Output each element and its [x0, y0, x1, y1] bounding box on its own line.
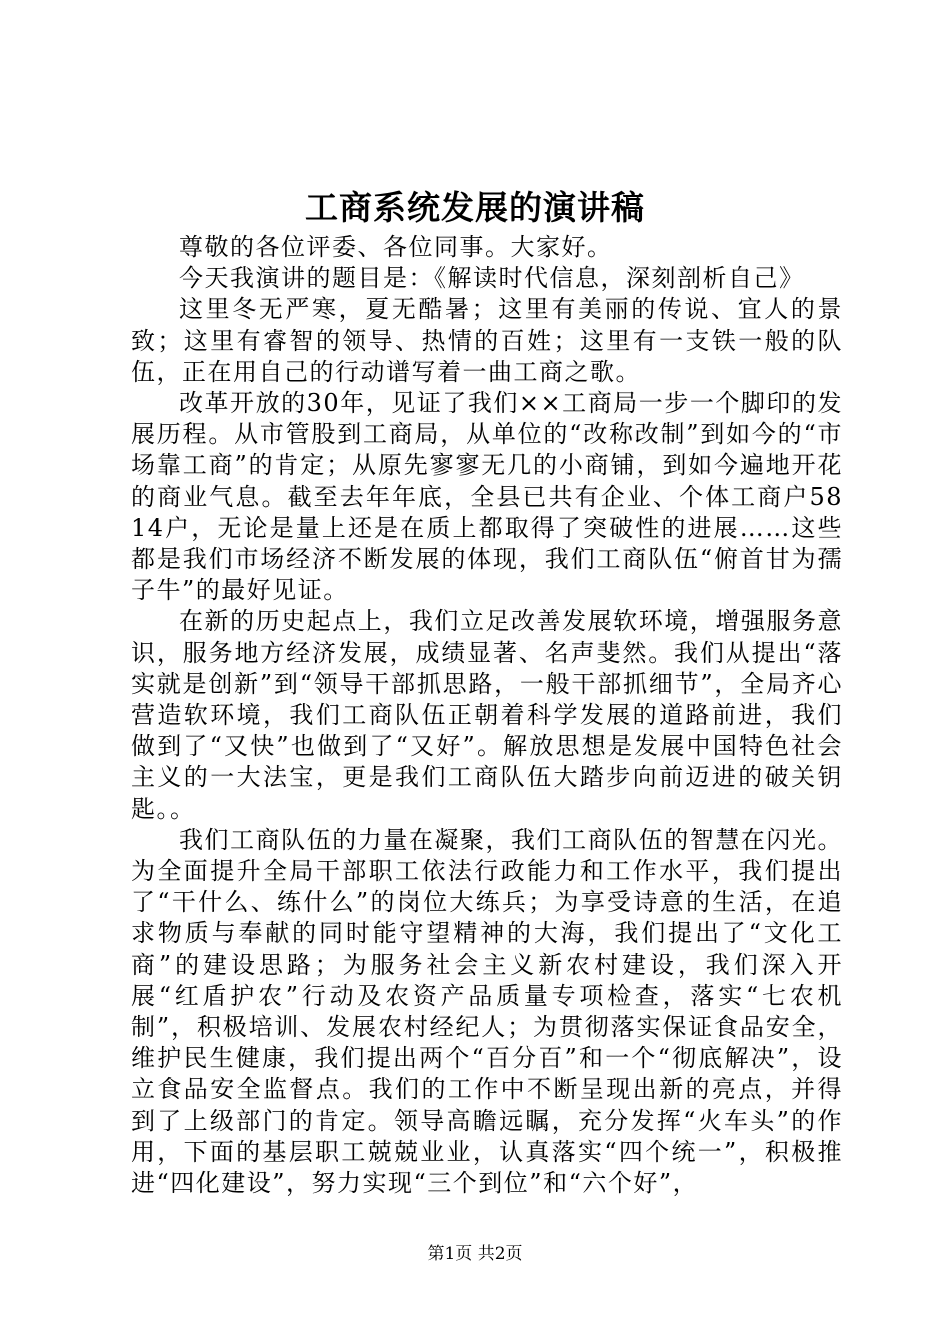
- paragraph-team-strength: 我们工商队伍的力量在凝聚，我们工商队伍的智慧在闪光。为全面提升全局干部职工依法行政能力和工作水平，我们提出了“干什么、练什么”的岗位大练兵；为享受诗意的生活，在追求物质与奉献的同时能守望精神的大海，我们提出了“文化工商”的建设思路；为服务社会主义新农村建设，我们深入开展“红盾护农”行动及农资产品质量专项检查，落实“七农机制”，积极培训、发展农村经纪人；为贯彻落实保证食品安全，维护民生健康，我们提出两个“百分百”和一个“彻底解决”，设立食品安全监督点。我们的工作中不断呈现出新的亮点，并得到了上级部门的肯定。领导高瞻远瞩，充分发挥“火车头”的作用，下面的基层职工兢兢业业，认真落实“四个统一”，积极推进“四化建设”，努力实现“三个到位”和“六个好”，: [131, 825, 843, 1198]
- paragraph-introduction: 这里冬无严寒，夏无酷暑；这里有美丽的传说、宜人的景致；这里有睿智的领导、热情的百姓；这里有一支铁一般的队伍，正在用自己的行动谱写着一曲工商之歌。: [131, 295, 843, 386]
- paragraph-topic: 今天我演讲的题目是：《解读时代信息，深刻剖析自己》: [179, 264, 805, 293]
- paragraph-reform-history: 改革开放的30年，见证了我们××工商局一步一个脚印的发展历程。从市管股到工商局，从单位的“改称改制”到如今的“市场靠工商”的肯定；从原先寥寥无几的小商铺，到如今遍地开花的商业气息。截至去年年底，全县已共有企业、个体工商户5814户，无论是量上还是在质上都取得了突破性的进展……这些都是我们市场经济不断发展的体现，我们工商队伍“俯首甘为孺子牛”的最好见证。: [131, 389, 843, 605]
- paragraph-greeting: 尊敬的各位评委、各位同事。大家好。: [179, 233, 613, 261]
- document-body: [131, 232, 843, 1199]
- document-title: 工商系统发展的演讲稿: [305, 188, 645, 227]
- page-footer: 第1页 共2页: [427, 1244, 523, 1264]
- paragraph-new-starting-point: 在新的历史起点上，我们立足改善发展软环境，增强服务意识，服务地方经济发展，成绩显著、名声斐然。我们从提出“落实就是创新”到“领导干部抓思路，一般干部抓细节”，全局齐心营造软环境，我们工商队伍正朝着科学发展的道路前进，我们做到了“又快”也做到了“又好”。解放思想是发展中国特色社会主义的一大法宝，更是我们工商队伍大踏步向前迈进的破关钥匙。。: [131, 607, 843, 823]
